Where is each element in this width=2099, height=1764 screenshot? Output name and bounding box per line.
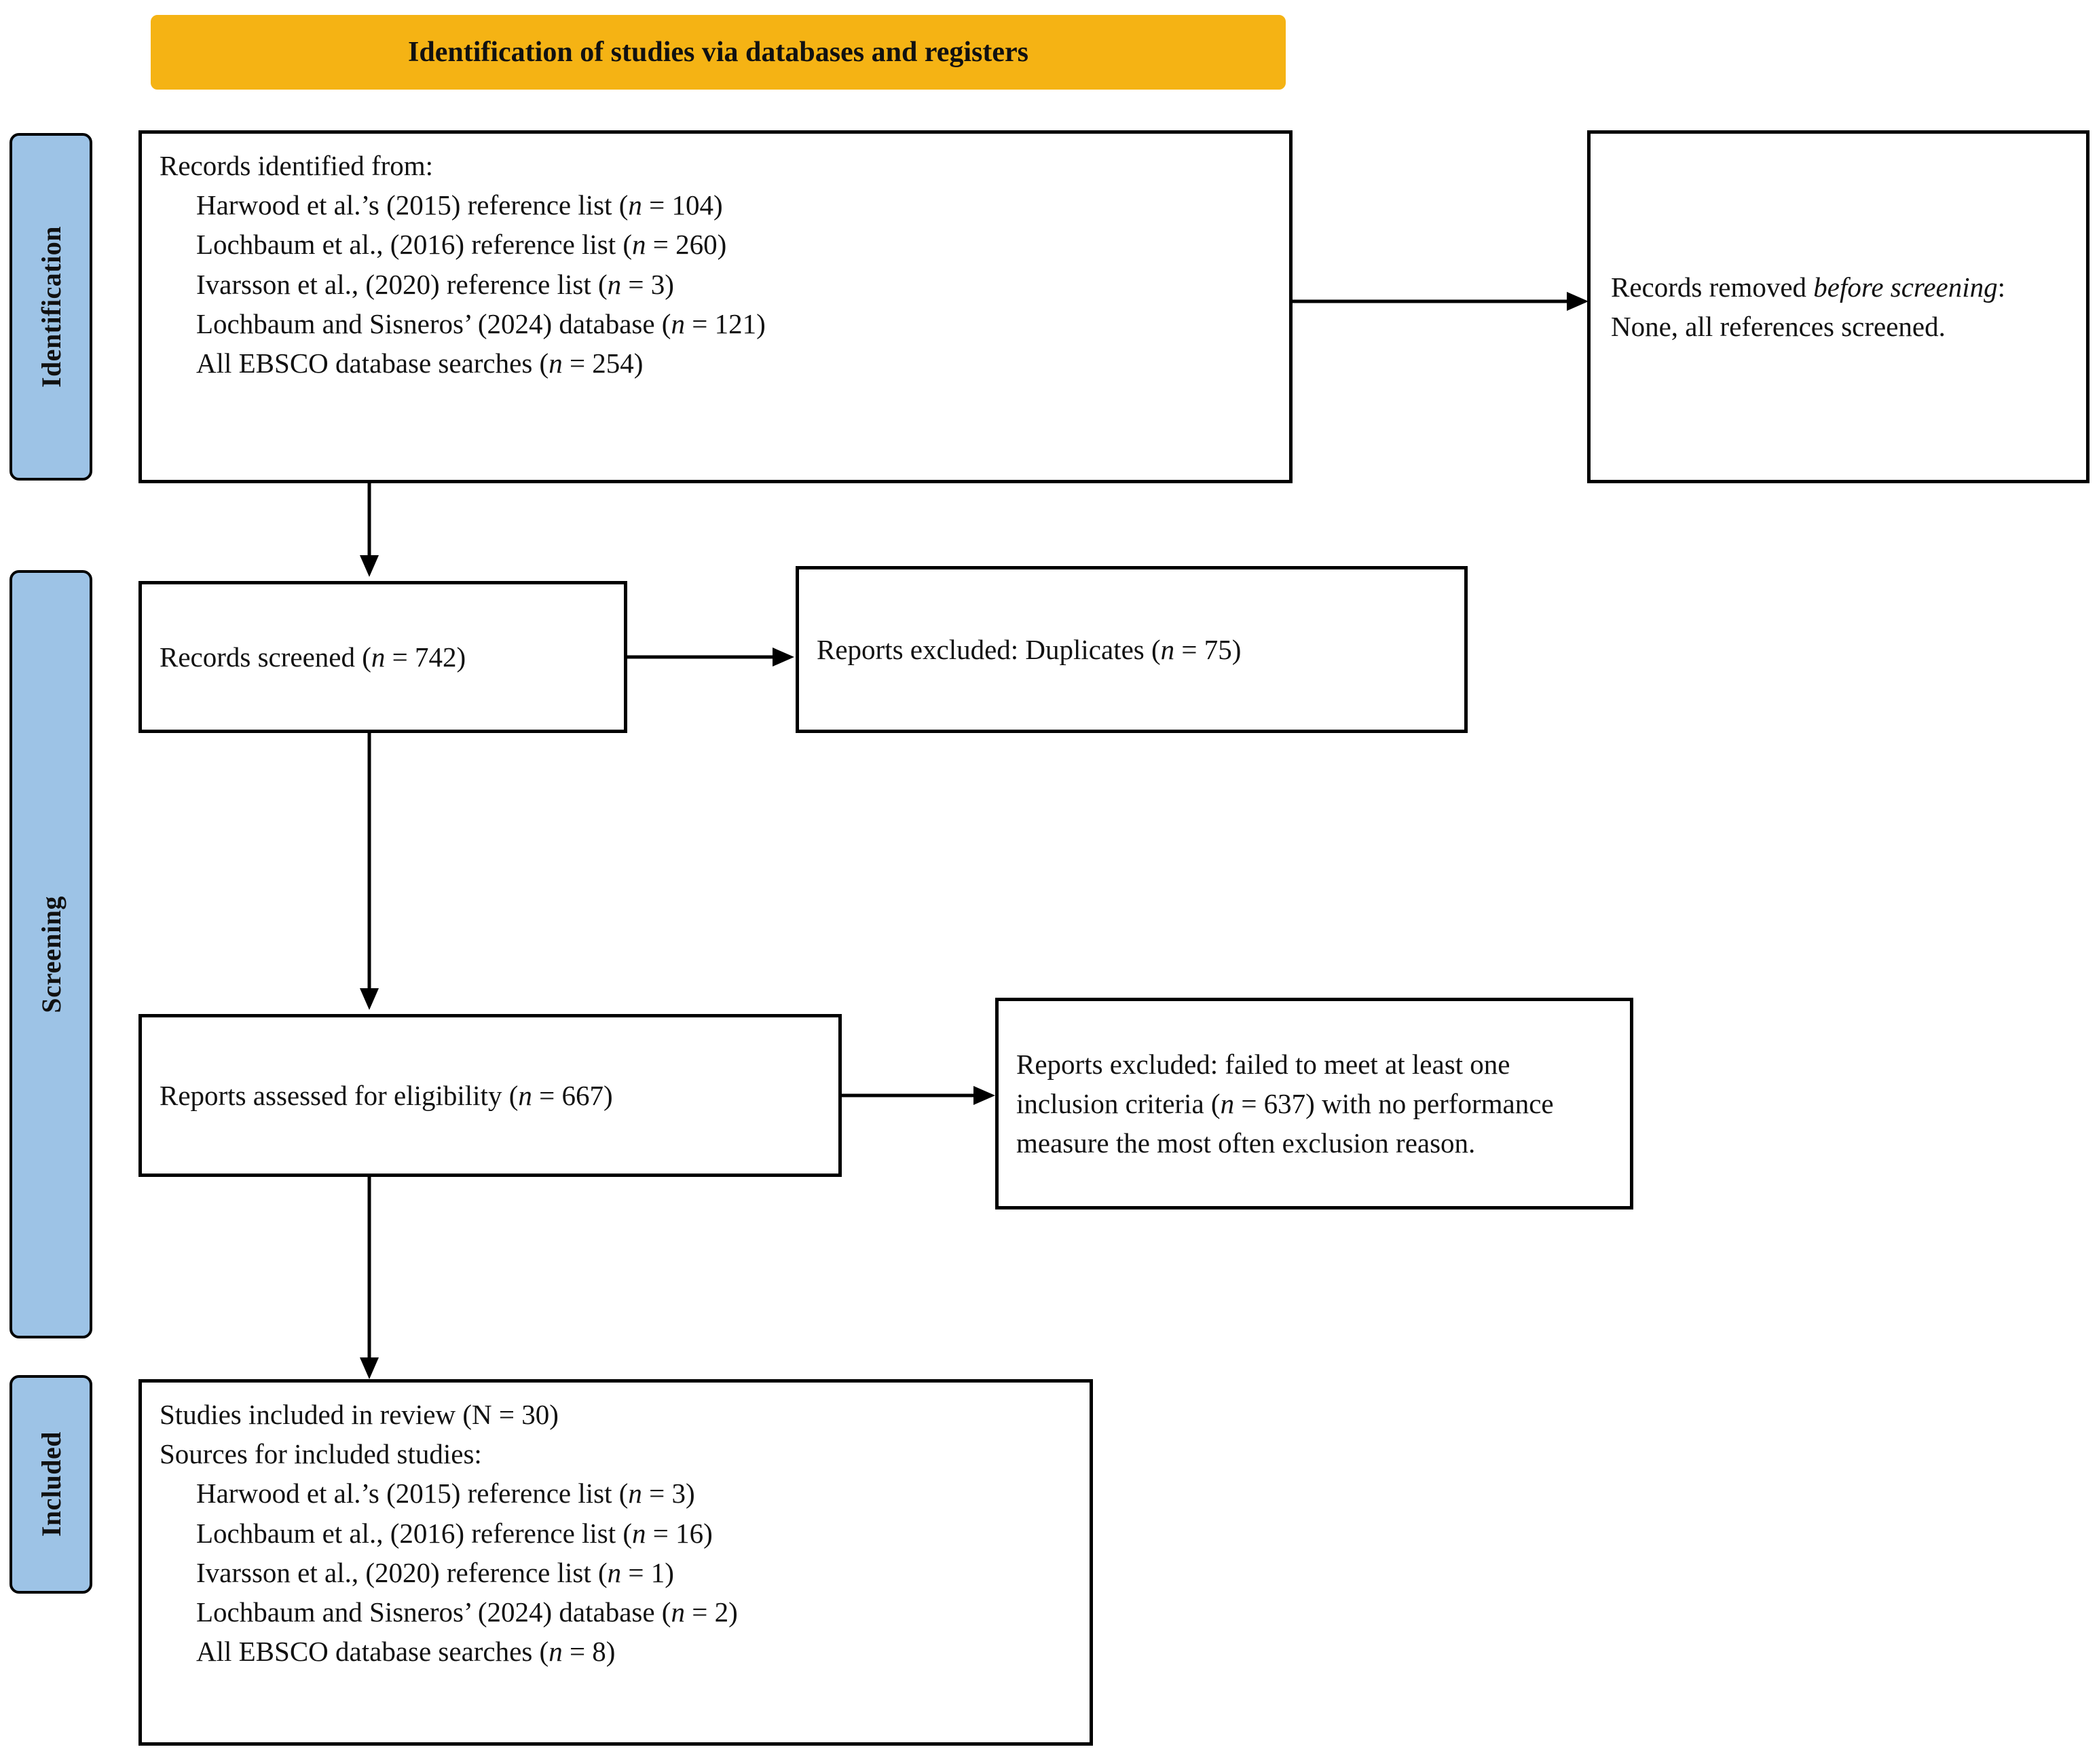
reports-assessed-text: Reports assessed for eligibility (n = 667) xyxy=(160,1079,613,1111)
arrow-assessed-to-excluded xyxy=(842,1086,998,1105)
records-identified-title: Records identified from: xyxy=(160,150,434,181)
box-records-removed-before-screening xyxy=(1587,130,2089,483)
records-identified-item-4: Lochbaum and Sisneros’ (2024) database (n = 121) xyxy=(196,307,766,339)
records-identified-item-1: Harwood et al.’s (2015) reference list (n = 104) xyxy=(196,189,723,221)
included-item-1: Harwood et al.’s (2015) reference list (n = 3) xyxy=(196,1478,695,1509)
arrow-assessed-to-included xyxy=(360,1177,379,1381)
arrow-identified-to-screened xyxy=(360,483,379,578)
arrow-screened-to-assessed xyxy=(360,733,379,1011)
records-identified-item-3: Ivarsson et al., (2020) reference list (n = 3) xyxy=(196,268,674,300)
stage-label-screening-text: Screening xyxy=(35,895,67,1013)
arrow-screened-to-duplicates xyxy=(627,648,797,667)
records-removed-text: Records removed before screening: None, all references screened. xyxy=(1611,271,2006,342)
banner-label: Identification of studies via databases and registers xyxy=(408,37,1028,68)
reports-excluded-text: Reports excluded: failed to meet at least one inclusion criteria (n = 637) with no performance measure the most often exclusion reason. xyxy=(1016,1048,1554,1159)
box-studies-included xyxy=(138,1379,1093,1746)
stage-label-screening xyxy=(10,570,92,1338)
included-item-2: Lochbaum et al., (2016) reference list (n = 16) xyxy=(196,1517,713,1549)
included-item-4: Lochbaum and Sisneros’ (2024) database (n = 2) xyxy=(196,1596,738,1628)
box-reports-excluded-duplicates xyxy=(796,566,1468,733)
duplicates-excluded-text: Reports excluded: Duplicates (n = 75) xyxy=(817,633,1242,665)
box-records-identified xyxy=(138,130,1293,483)
arrow-identified-to-removed xyxy=(1293,292,1591,311)
stage-label-included-text: Included xyxy=(35,1431,67,1537)
records-identified-item-5: All EBSCO database searches (n = 254) xyxy=(196,348,644,379)
records-screened-text: Records screened (n = 742) xyxy=(160,641,466,673)
records-identified-item-2: Lochbaum et al., (2016) reference list (n = 260) xyxy=(196,229,727,261)
box-reports-excluded-criteria xyxy=(995,998,1633,1209)
box-records-screened xyxy=(138,581,627,733)
box-reports-assessed-eligibility xyxy=(138,1014,842,1177)
included-subtitle: Sources for included studies: xyxy=(160,1438,482,1470)
stage-label-identification xyxy=(10,133,92,481)
banner-identification-header xyxy=(151,15,1286,90)
stage-label-included xyxy=(10,1375,92,1594)
included-item-3: Ivarsson et al., (2020) reference list (n = 1) xyxy=(196,1556,674,1588)
included-item-5: All EBSCO database searches (n = 8) xyxy=(196,1636,616,1668)
included-title: Studies included in review (N = 30) xyxy=(160,1399,559,1430)
stage-label-identification-text: Identification xyxy=(35,225,67,388)
